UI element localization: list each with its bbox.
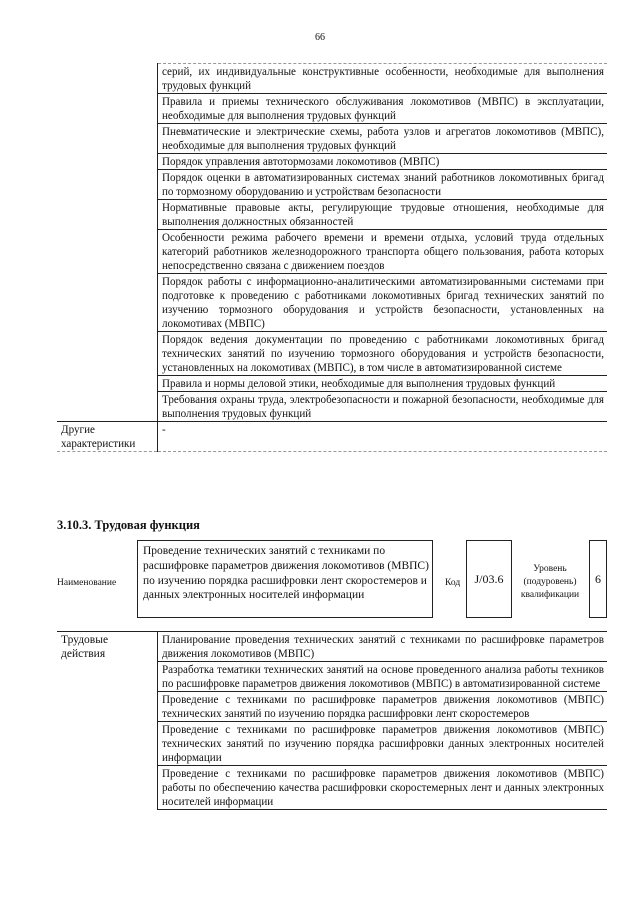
- requirement-item: Порядок управления автотормозами локомотивов (МВПС): [158, 154, 608, 170]
- requirement-item: Пневматические и электрические схемы, работа узлов и агрегатов локомотивов (МВПС), необходимые для выполнения трудовых функций: [158, 124, 608, 154]
- function-name-value: Проведение технических занятий с техниками по расшифровке параметров движения локомотивов (МВПС) по изучению порядка расшифровки лент скоростемеров и данных электронных носителей информации: [137, 540, 433, 618]
- labor-actions-label: Трудовые действия: [57, 632, 158, 810]
- other-characteristics-value: -: [158, 422, 608, 452]
- requirements-table: [57, 63, 607, 452]
- requirement-item: Требования охраны труда, электробезопасности и пожарной безопасности, необходимые для выполнения трудовых функций: [158, 392, 608, 422]
- labor-action-item: Планирование проведения технических занятий с техниками по расшифровке параметров движения локомотивов (МВПС): [158, 632, 608, 662]
- page-number: 66: [315, 32, 325, 43]
- requirement-item: Порядок оценки в автоматизированных системах знаний работников локомотивных бригад по тормозному оборудованию и устройствам безопасности: [158, 170, 608, 200]
- labor-action-item: Проведение с техниками по расшифровке параметров движения локомотивов (МВПС) технических занятий по изучению порядка расшифровки данных электронных носителей информации: [158, 722, 608, 766]
- labor-action-item: Проведение с техниками по расшифровке параметров движения локомотивов (МВПС) работы по обеспечению качества расшифровки скоростемерных лент и данных электронных носителей информации: [158, 766, 608, 810]
- code-label: Код: [445, 578, 461, 588]
- requirement-item: Правила и нормы деловой этики, необходимые для выполнения трудовых функций: [158, 376, 608, 392]
- requirement-item: Особенности режима рабочего времени и времени отдыха, условий труда отдельных категорий работников железнодорожного транспорта общего пользования, работа которых непосредственно связана с движением поездов: [158, 230, 608, 274]
- requirement-item: Нормативные правовые акты, регулирующие трудовые отношения, необходимые для выполнения должностных обязанностей: [158, 200, 608, 230]
- requirement-item: Порядок работы с информационно-аналитическими автоматизированными системами при подготовке к проведению с работниками локомотивных бригад технических занятий по изучению тормозного оборудования и устройств безопасности, установленных на локомотивах (МВПС): [158, 274, 608, 332]
- section-heading: 3.10.3. Трудовая функция: [57, 518, 200, 532]
- labor-action-item: Разработка тематики технических занятий на основе проведенного анализа работы техников по расшифровке параметров движения локомотивов (МВПС) в автоматизированной системе: [158, 662, 608, 692]
- labor-actions-table: [57, 631, 607, 810]
- labor-action-item: Проведение с техниками по расшифровке параметров движения локомотивов (МВПС) технических занятий по изучению порядка расшифровки лент скоростемеров: [158, 692, 608, 722]
- qualification-level-value: 6: [589, 540, 607, 618]
- requirements-category-cell: [57, 64, 158, 422]
- code-value: J/03.6: [466, 540, 512, 618]
- requirement-item: Порядок ведения документации по проведению с работниками локомотивных бригад технических занятий по изучению тормозного оборудования и устройств безопасности, установленных на локомотивах (МВПС), в том числе в автоматизированной системе: [158, 332, 608, 376]
- requirement-item: Правила и приемы технического обслуживания локомотивов (МВПС) в эксплуатации, необходимые для выполнения трудовых функций: [158, 94, 608, 124]
- requirement-item: серий, их индивидуальные конструктивные особенности, необходимые для выполнения трудовых функций: [158, 64, 608, 94]
- name-label: Наименование: [57, 578, 117, 588]
- qualification-level-label: Уровень (подуровень) квалификации: [520, 564, 580, 600]
- other-characteristics-label: Другие характеристики: [57, 422, 158, 452]
